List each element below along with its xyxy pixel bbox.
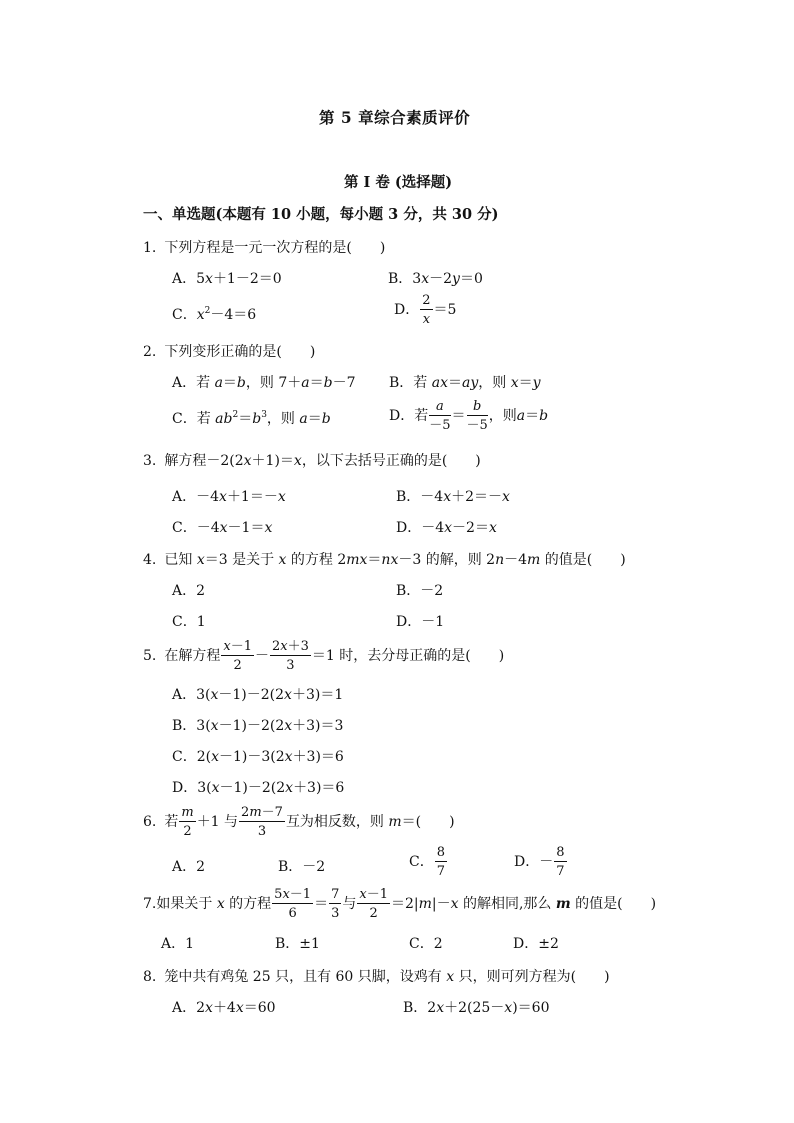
q5-option-b[interactable]: B．3(x－1)－2(2x＋3)＝3 [172,718,344,734]
q3-option-c[interactable]: C．－4x－1＝x [172,520,273,536]
q3-option-a[interactable]: A．－4x＋1＝－x [172,489,286,505]
page-title: 第 5 章综合素质评价 [319,108,471,127]
question-2: 2. 下列变形正确的是( ) [143,344,316,360]
question-7: 7. 如果关于 x 的方程 $\frac{5x-1}{6}$ ＝ $\frac{7}{3}$ 与 $\frac{x-1}{2}$ ＝2| m |－ x 的解相同,那么 m 的值是 ( ) [143,887,657,921]
q6-option-b[interactable]: B．－2 [278,859,326,875]
question-3: 3. 解方程－2(2x＋1)＝x，以下去括号正确的是( ) [143,453,481,469]
q2-option-c[interactable]: C．若 $ab^2=b^3$，则 a＝b [172,410,331,427]
q3-option-b[interactable]: B．－4x＋2＝－x [396,489,510,505]
q1-option-c[interactable]: C．$x^2-4=6$ [172,306,257,323]
q4-option-d[interactable]: D．－1 [396,614,445,630]
q5-option-a[interactable]: A．3(x－1)－2(2x＋3)＝1 [172,687,344,703]
q7-option-d[interactable]: D．±2 [513,936,559,952]
part-heading: 第 I 卷 (选择题) [344,174,453,191]
q1-option-b[interactable]: B．3x－2y＝0 [388,271,483,287]
question-1: 1. 下列方程是一元一次方程的是( ) [143,240,386,256]
q4-option-a[interactable]: A．2 [172,583,206,599]
q2-option-b[interactable]: B．若 ax＝ay，则 x＝y [389,375,541,391]
q2-option-d[interactable]: D．若 $\frac{a}{-5}$ ＝ $\frac{b}{-5}$ ，则 a ＝ b [389,399,549,433]
question-5: 5. 在解方程 $\frac{x-1}{2}$ － $\frac{2x+3}{3}$ ＝1 时，去分母正确的是 ( ) [143,639,505,673]
question-6: 6. 若 $\frac{m}{2}$ ＋1 与 $\frac{2m-7}{3}$ 互为相反数，则 m ＝ ( ) [143,805,455,839]
q1-option-d[interactable]: D． $\frac{2}{x}$ ＝5 [394,293,457,327]
question-8: 8. 笼中共有鸡兔 25 只，且有 60 只脚，设鸡有 x 只，则可列方程为( ) [143,969,610,985]
section-heading: 一、单选题(本题有 10 小题，每小题 3 分，共 30 分) [143,206,499,223]
q6-option-d[interactable]: D．－ $\frac{8}{7}$ [514,845,565,879]
q2-option-a[interactable]: A．若 a＝b，则 7＋a＝b－7 [172,375,356,391]
q4-option-c[interactable]: C．1 [172,614,206,630]
q8-option-b[interactable]: B．2x＋2(25－x)＝60 [403,1000,550,1016]
q8-option-a[interactable]: A．2x＋4x＝60 [172,1000,276,1016]
q6-option-c[interactable]: C． $\frac{8}{7}$ [409,845,445,879]
question-4: 4. 已知 x＝3 是关于 x 的方程 2mx＝nx－3 的解，则 2n－4m 的值是( ) [143,552,626,568]
q7-option-b[interactable]: B．±1 [275,936,320,952]
q7-option-c[interactable]: C．2 [409,936,443,952]
q5-option-d[interactable]: D．3(x－1)－2(2x＋3)＝6 [172,780,345,796]
q4-option-b[interactable]: B．－2 [396,583,444,599]
q3-option-d[interactable]: D．－4x－2＝x [396,520,497,536]
q1-option-a[interactable]: A．5x＋1－2＝0 [172,271,282,287]
q6-option-a[interactable]: A．2 [172,859,206,875]
q7-option-a[interactable]: A．1 [161,936,195,952]
q5-option-c[interactable]: C．2(x－1)－3(2x＋3)＝6 [172,749,344,765]
